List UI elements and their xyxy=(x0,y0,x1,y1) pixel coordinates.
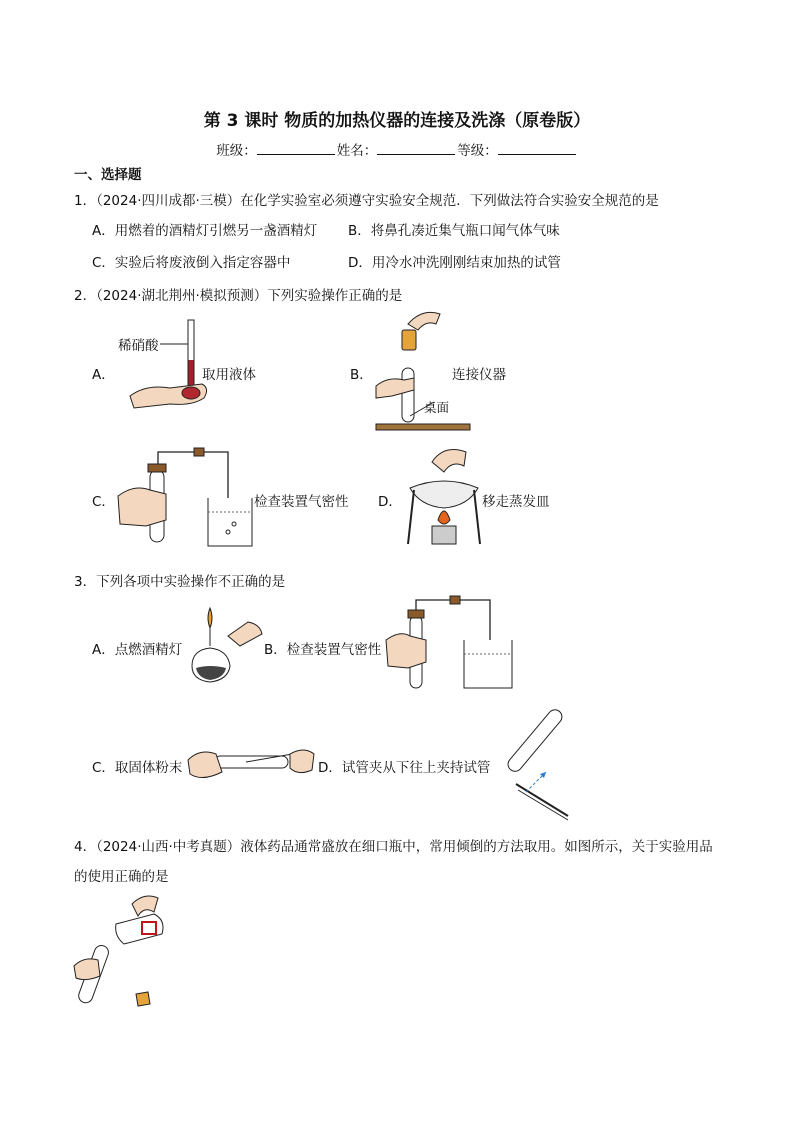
q1-option-d[interactable]: D．用冷水冲洗刚刚结束加热的试管 xyxy=(348,255,561,271)
q2-d-label: 移走蒸发皿 xyxy=(482,494,550,510)
q3-b-airtight-illustration xyxy=(386,596,516,692)
q2-option-d[interactable]: D． xyxy=(378,494,402,510)
q1-option-a[interactable]: A．用燃着的酒精灯引燃另一盏酒精灯 xyxy=(92,223,318,239)
name-label: 姓名： xyxy=(336,143,378,159)
q3-option-a[interactable]: A．点燃酒精灯 xyxy=(92,642,183,658)
name-blank[interactable] xyxy=(377,142,455,155)
q3-a-alcohol-lamp-illustration xyxy=(188,606,268,686)
q2-a-reagent-label: 稀硝酸 xyxy=(118,338,159,354)
q2-c-airtight-illustration xyxy=(116,446,256,550)
q1-option-c[interactable]: C．实验后将废液倒入指定容器中 xyxy=(92,255,291,271)
q2-option-b[interactable]: B． xyxy=(350,367,373,383)
q3-stem: 3．下列各项中实验操作不正确的是 xyxy=(74,574,286,590)
q2-c-label: 检查装置气密性 xyxy=(254,494,349,510)
q2-b-desk-label: 桌面 xyxy=(424,400,450,415)
q3-option-b[interactable]: B．检查装置气密性 xyxy=(264,642,382,658)
q1-option-b[interactable]: B．将鼻孔凑近集气瓶口闻气体气味 xyxy=(348,223,560,239)
q2-d-evaporating-dish-illustration xyxy=(404,444,484,550)
q4-pouring-illustration xyxy=(74,890,184,1008)
q3-d-test-tube-holder-illustration xyxy=(496,704,580,820)
q2-a-label: 取用液体 xyxy=(202,367,256,383)
page-title: 第 3 课时 物质的加热仪器的连接及洗涤（原卷版） xyxy=(203,111,591,131)
q2-stem: 2．（2024·湖北荆州·模拟预测）下列实验操作正确的是 xyxy=(74,288,403,304)
q3-option-d[interactable]: D．试管夹从下往上夹持试管 xyxy=(318,760,491,776)
q3-c-powder-illustration xyxy=(186,738,318,788)
q4-stem-line1: 4．（2024·山西·中考真题）液体药品通常盛放在细口瓶中，常用倾倒的方法取用。如图所示，关于实验用品 xyxy=(74,839,713,855)
section-heading: 一、选择题 xyxy=(74,167,142,183)
class-blank[interactable] xyxy=(257,142,335,155)
q3-option-c[interactable]: C．取固体粉末 xyxy=(92,760,183,776)
grade-blank[interactable] xyxy=(498,142,576,155)
q4-stem-line2: 的使用正确的是 xyxy=(74,869,169,885)
q1-stem: 1．（2024·四川成都·三模）在化学实验室必须遵守实验安全规范．下列做法符合实验安全规范的是 xyxy=(74,193,659,209)
grade-label: 等级： xyxy=(457,143,498,159)
student-info xyxy=(0,139,794,159)
q2-option-c[interactable]: C． xyxy=(92,494,115,510)
q2-option-a[interactable]: A． xyxy=(92,367,115,383)
class-label: 班级： xyxy=(216,143,257,159)
q2-b-label: 连接仪器 xyxy=(452,367,506,383)
